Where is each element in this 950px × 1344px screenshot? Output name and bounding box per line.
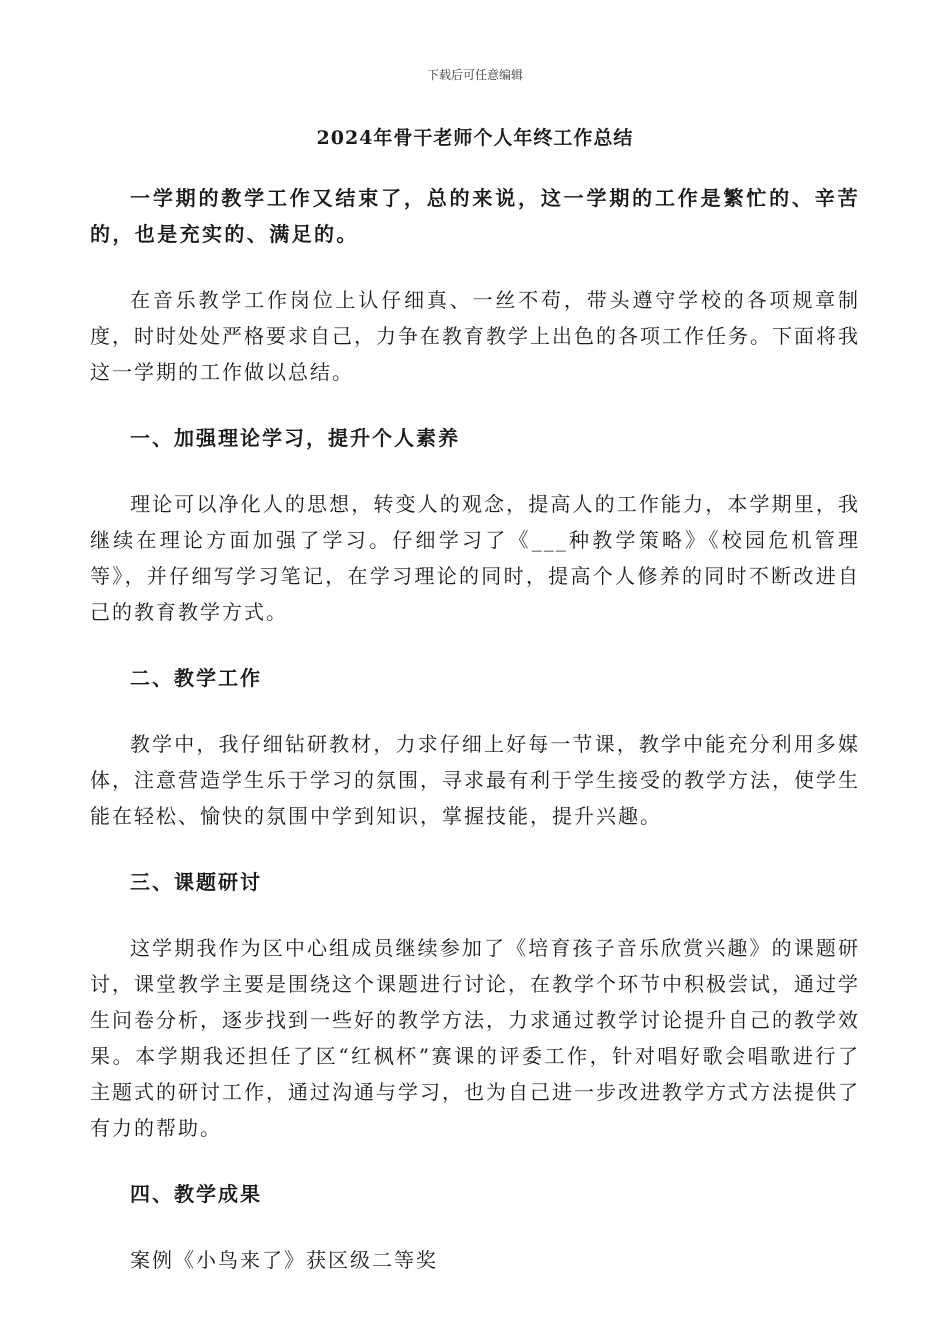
intro-paragraph: 在音乐教学工作岗位上认仔细真、一丝不苟，带头遵守学校的各项规章制度，时时处处严格要求自己，力争在教育教学上出色的各项工作任务。下面将我这一学期的工作做以总结。 xyxy=(90,288,860,384)
section-heading-4: 四、教学成果 xyxy=(130,1182,262,1206)
document-title: 2024年骨干老师个人年终工作总结 xyxy=(316,127,634,149)
section-body-4: 案例《小鸟来了》获区级二等奖 xyxy=(130,1248,438,1272)
lead-paragraph: 一学期的教学工作又结束了，总的来说，这一学期的工作是繁忙的、辛苦的，也是充实的、满足的。 xyxy=(90,186,860,246)
document-body xyxy=(90,180,860,1278)
section-body-3: 这学期我作为区中心组成员继续参加了《培育孩子音乐欣赏兴趣》的课题研讨，课堂教学主要是围绕这个课题进行讨论，在教学个环节中积极尝试，通过学生问卷分析，逐步找到一些好的教学方法，力求通过教学讨论提升自己的教学效果。本学期我还担任了区“红枫杯”赛课的评委工作，针对唱好歌会唱歌进行了主题式的研讨工作，通过沟通与学习，也为自己进一步改进教学方式方法提供了有力的帮助。 xyxy=(90,936,860,1140)
section-heading-1: 一、加强理论学习，提升个人素养 xyxy=(130,426,460,450)
section-heading-2: 二、教学工作 xyxy=(130,666,262,690)
section-body-2: 教学中，我仔细钻研教材，力求仔细上好每一节课，教学中能充分利用多媒体，注意营造学生乐于学习的氛围，寻求最有利于学生接受的教学方法，使学生能在轻松、愉快的氛围中学到知识，掌握技能，提升兴趣。 xyxy=(90,732,860,828)
page-header-note: 下载后可任意编辑 xyxy=(426,68,523,82)
section-body-1: 理论可以净化人的思想，转变人的观念，提高人的工作能力，本学期里，我继续在理论方面加强了学习。仔细学习了《___种教学策略》《校园危机管理等》，并仔细写学习笔记，在学习理论的同时，提高个人修养的同时不断改进自己的教育教学方式。 xyxy=(90,492,860,624)
section-heading-3: 三、课题研讨 xyxy=(130,870,262,894)
